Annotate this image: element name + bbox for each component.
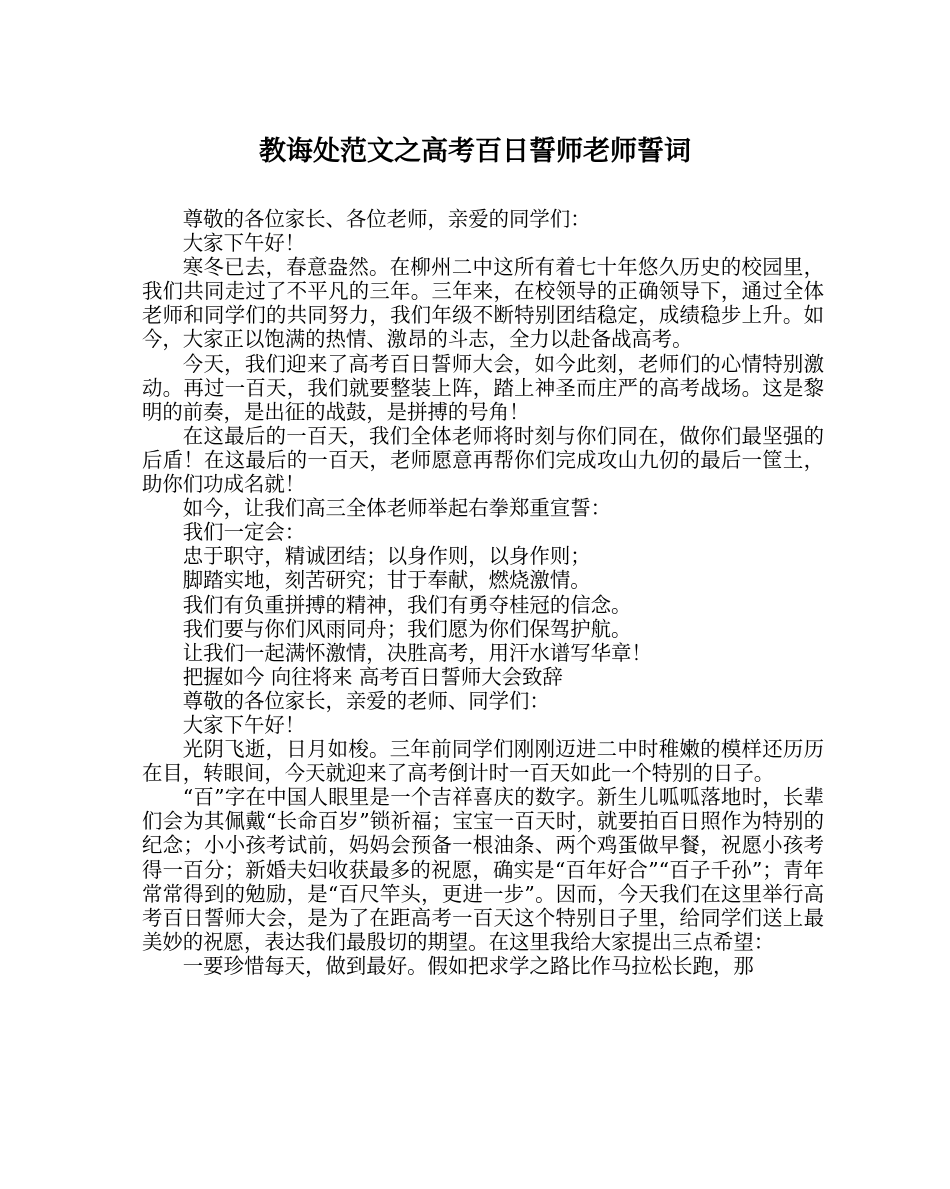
- paragraph: 我们要与你们风雨同舟；我们愿为你们保驾护航。: [182, 616, 632, 641]
- paragraph: 我们有负重拼搏的精神，我们有勇夺桂冠的信念。: [182, 592, 632, 617]
- paragraph: “百”字在中国人眼里是一个吉祥喜庆的数字。新生儿呱呱落地时，长辈们会为其佩戴“长命百岁”锁祈福；宝宝一百天时，就要拍百日照作为特别的纪念；小小孩考试前，妈妈会预备一根油条、两个鸡蛋做早餐，祝愿小孩考得一百分；新婚夫妇收获最多的祝愿，确实是“百年好合”“百子千孙”；青年常常得到的勉励，是“百尺竿头，更进一步”。因而，今天我们在这里举行高考百日誓师大会，是为了在距高考一百天这个特别日子里，给同学们送上最美妙的祝愿，表达我们最殷切的期望。在这里我给大家提出三点希望：: [142, 785, 824, 954]
- paragraph: 尊敬的各位家长，亲爱的老师、同学们：: [182, 688, 550, 713]
- paragraph: 让我们一起满怀激情，决胜高考，用汗水谱写华章！: [182, 640, 652, 665]
- paragraph: 脚踏实地，刻苦研究；甘于奉献，燃烧激情。: [182, 568, 591, 593]
- document-title: 教诲处范文之高考百日誓师老师誓词: [259, 136, 691, 167]
- paragraph: 寒冬已去，春意盎然。在柳州二中这所有着七十年悠久历史的校园里，我们共同走过了不平凡的三年。三年来，在校领导的正确领导下，通过全体老师和同学们的共同努力，我们年级不断特别团结稳定，成绩稳步上升。如今，大家正以饱满的热情、激昂的斗志，全力以赴备战高考。: [142, 255, 824, 352]
- paragraph: 在这最后的一百天，我们全体老师将时刻与你们同在，做你们最坚强的后盾！在这最后的一百天，老师愿意再帮你们完成攻山九仞的最后一筐土，助你们功成名就！: [142, 423, 824, 497]
- paragraph: 一要珍惜每天，做到最好。假如把求学之路比作马拉松长跑，那: [182, 953, 754, 978]
- document-body: [142, 207, 824, 978]
- paragraph: 今天，我们迎来了高考百日誓师大会，如今此刻，老师们的心情特别激动。再过一百天，我们就要整装上阵，踏上神圣而庄严的高考战场。这是黎明的前奏，是出征的战鼓，是拼搏的号角！: [142, 351, 824, 424]
- paragraph: 大家下午好！: [182, 231, 306, 256]
- paragraph: 忠于职守，精诚团结；以身作则，以身作则；: [182, 544, 591, 569]
- paragraph: 光阴飞逝，日月如梭。三年前同学们刚刚迈进二中时稚嫩的模样还历历在目，转眼间，今天就迎来了高考倒计时一百天如此一个特别的日子。: [142, 737, 824, 786]
- paragraph: 把握如今 向往将来 高考百日誓师大会致辞: [182, 664, 563, 689]
- paragraph: 如今，让我们高三全体老师举起右拳郑重宣誓：: [182, 496, 611, 521]
- paragraph: 我们一定会：: [182, 520, 306, 545]
- paragraph: 尊敬的各位家长、各位老师，亲爱的同学们：: [182, 207, 591, 231]
- paragraph: 大家下午好！: [182, 712, 306, 737]
